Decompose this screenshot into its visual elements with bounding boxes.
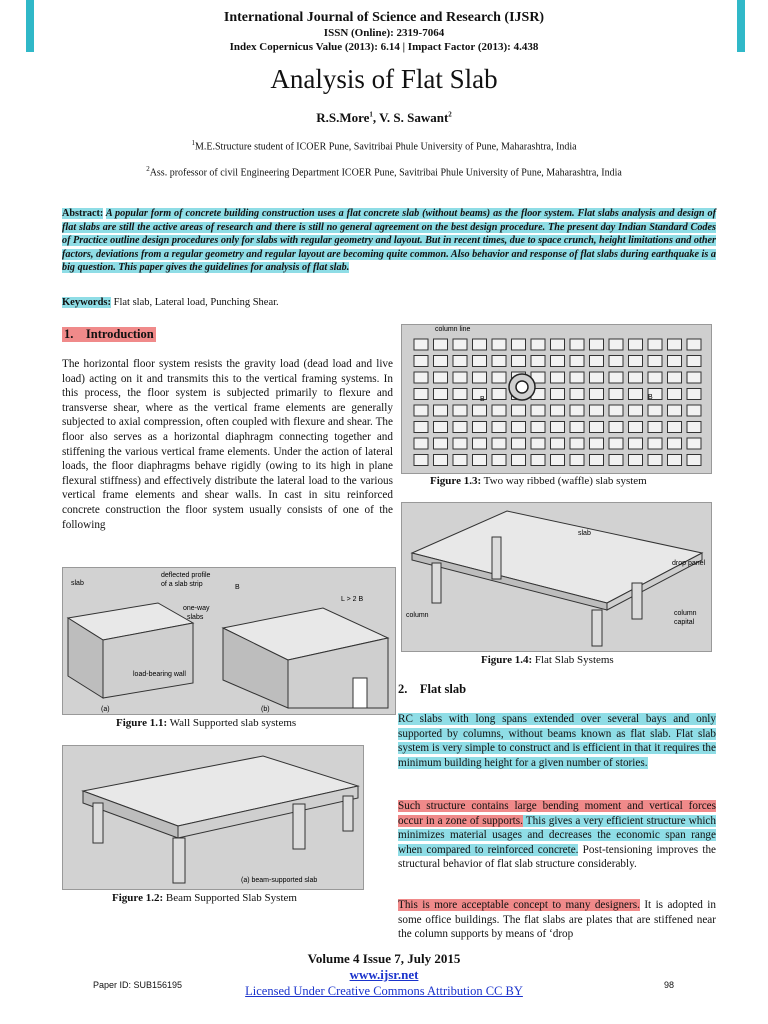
section-1-heading: 1. Introduction xyxy=(64,327,154,341)
fig13-column-line-label: column line xyxy=(435,326,471,333)
waffle-cell xyxy=(629,405,643,416)
fig11-L-label: L > 2 B xyxy=(341,596,364,603)
waffle-cell xyxy=(492,405,506,416)
waffle-cell xyxy=(473,455,487,466)
waffle-cell xyxy=(590,372,604,383)
waffle-cell xyxy=(687,405,701,416)
waffle-cell xyxy=(512,356,526,367)
waffle-cell xyxy=(648,339,662,350)
waffle-cell xyxy=(668,372,682,383)
waffle-cell xyxy=(492,389,506,400)
figure-1-4-caption xyxy=(481,654,614,666)
waffle-cell xyxy=(629,372,643,383)
affiliation-2-text: Ass. professor of civil Engineering Department ICOER Pune, Savitribai Phule University of Pune, Maharashtra, India xyxy=(149,167,622,179)
figure-1-3-text: Two way ribbed (waffle) slab system xyxy=(481,475,647,487)
waffle-cell xyxy=(512,405,526,416)
waffle-cell xyxy=(570,356,584,367)
waffle-cell xyxy=(648,356,662,367)
fig14-capital1-label: column xyxy=(674,610,697,617)
waffle-cell xyxy=(492,356,506,367)
waffle-cell xyxy=(531,422,545,433)
waffle-cell xyxy=(473,356,487,367)
waffle-cell xyxy=(512,455,526,466)
waffle-cell xyxy=(434,339,448,350)
wall-slab-drawing xyxy=(63,568,395,714)
fig11-oneway-label: one-way xyxy=(183,605,210,612)
waffle-cell xyxy=(531,438,545,449)
waffle-cell xyxy=(687,356,701,367)
paper-title: Analysis of Flat Slab xyxy=(270,64,498,94)
beam-column-2 xyxy=(173,838,185,883)
waffle-cell xyxy=(687,438,701,449)
affiliation-2-sup: 2 xyxy=(146,165,150,173)
waffle-cell xyxy=(414,455,428,466)
beam-slab-drawing xyxy=(63,746,363,889)
section-2-p2a-text: Such structure contains large bending moment and vertical forces occur in a zone of supports. xyxy=(398,800,716,827)
figure-1-3-image xyxy=(401,324,712,474)
fig13-b2-label: B xyxy=(648,394,653,401)
beam-column-1 xyxy=(93,803,103,843)
fig11-a-label: (a) xyxy=(101,706,110,713)
waffle-cell xyxy=(668,356,682,367)
waffle-cell xyxy=(609,356,623,367)
waffle-cell xyxy=(473,405,487,416)
waffle-cell xyxy=(609,405,623,416)
fig12-annot: (a) beam-supported slab xyxy=(241,877,318,884)
fig11-B-label: B xyxy=(235,584,240,591)
figure-1-2-text: Beam Supported Slab System xyxy=(163,892,297,904)
waffle-cell xyxy=(434,356,448,367)
affiliation-2 xyxy=(0,165,768,178)
footer-url[interactable]: www.ijsr.net xyxy=(349,967,419,982)
fig14-capital2-label: capital xyxy=(674,619,695,626)
figure-1-4-image xyxy=(401,502,712,652)
author-2-sup: 2 xyxy=(448,110,452,119)
waffle-cell xyxy=(531,356,545,367)
waffle-cell xyxy=(414,372,428,383)
waffle-cell xyxy=(473,438,487,449)
waffle-cell xyxy=(414,422,428,433)
waffle-cell xyxy=(687,422,701,433)
journal-name: International Journal of Science and Research (IJSR) xyxy=(223,10,545,25)
waffle-cell xyxy=(473,372,487,383)
beam-column-4 xyxy=(343,796,353,831)
abstract-label: Abstract: xyxy=(62,208,104,219)
waffle-cell xyxy=(434,455,448,466)
figure-1-1-text: Wall Supported slab systems xyxy=(167,717,297,729)
beam-column-3 xyxy=(293,804,305,849)
waffle-cell xyxy=(609,438,623,449)
waffle-cell xyxy=(414,389,428,400)
waffle-cell xyxy=(434,405,448,416)
index-value: Index Copernicus Value (2013): 6.14 | Impact Factor (2013): 4.438 xyxy=(229,41,539,53)
waffle-cell xyxy=(629,356,643,367)
keywords-text: Flat slab, Lateral load, Punching Shear. xyxy=(111,297,279,308)
waffle-slab-drawing xyxy=(402,325,711,473)
waffle-cell xyxy=(687,455,701,466)
waffle-cell xyxy=(453,339,467,350)
figure-1-4-text: Flat Slab Systems xyxy=(532,654,614,666)
waffle-cell xyxy=(531,339,545,350)
figure-1-2-image xyxy=(62,745,364,890)
waffle-cell xyxy=(551,438,565,449)
section-1-paragraph: The horizontal floor system resists the gravity load (dead load and live load) acting on it and transmits this to the vertical framing systems. In this process, the floor system is subjected primarily to flexure and transverse shear, where as the vertical frame elements are generally subjected to axial compression, often coupled with flexure and shear. The floor also serves as a horizontal diaphragm connecting together and stiffening the various vertical frame elements. Under the action of lateral loads, the floor diaphragms behave rigidly (owing to its high in plane flexural stiffness) and effectively distribute the lateral load to the various vertical frame elements and shear walls. In cast in situ reinforced concrete construction the floor system usually consists of one of the following xyxy=(62,358,393,531)
waffle-cell xyxy=(687,372,701,383)
section-2-paragraph-3 xyxy=(398,898,716,942)
waffle-cell xyxy=(453,405,467,416)
fig11-strip-label: of a slab strip xyxy=(161,581,203,588)
waffle-cell xyxy=(668,422,682,433)
figure-1-1-label: Figure 1.1: xyxy=(116,717,168,729)
waffle-cell xyxy=(551,405,565,416)
flat-column-2 xyxy=(492,537,501,579)
waffle-cell xyxy=(648,372,662,383)
waffle-cell xyxy=(434,438,448,449)
waffle-cell xyxy=(609,422,623,433)
waffle-cell xyxy=(531,455,545,466)
affiliation-1-text: M.E.Structure student of ICOER Pune, Savitribai Phule University of Pune, Maharashtra, India xyxy=(194,141,577,153)
waffle-cell xyxy=(414,356,428,367)
waffle-cell xyxy=(551,356,565,367)
waffle-cell xyxy=(570,339,584,350)
waffle-cell xyxy=(570,422,584,433)
waffle-cell xyxy=(629,339,643,350)
fig14-slab-label: slab xyxy=(578,530,591,537)
waffle-cell xyxy=(453,389,467,400)
fig11-deflected-label: deflected profile xyxy=(161,572,211,579)
waffle-cell xyxy=(551,372,565,383)
waffle-cell xyxy=(590,422,604,433)
waffle-cell xyxy=(590,356,604,367)
keywords-label: Keywords: xyxy=(62,297,111,308)
keywords xyxy=(62,297,279,308)
authors xyxy=(0,110,768,126)
waffle-cell xyxy=(434,372,448,383)
author-sep: , xyxy=(372,110,380,125)
figure-1-2-label: Figure 1.2: xyxy=(112,892,164,904)
author-2: V. S. Sawant xyxy=(379,110,449,125)
waffle-cell xyxy=(590,389,604,400)
waffle-cell xyxy=(609,372,623,383)
issn: ISSN (Online): 2319-7064 xyxy=(323,27,445,39)
waffle-cell xyxy=(629,438,643,449)
waffle-cell xyxy=(570,389,584,400)
figure-1-1-caption xyxy=(116,717,296,729)
waffle-cell xyxy=(668,389,682,400)
waffle-cell xyxy=(648,405,662,416)
waffle-cell xyxy=(590,438,604,449)
waffle-column-inner xyxy=(516,381,528,393)
section-2-p3a-text: This is more acceptable concept to many designers. xyxy=(398,899,640,911)
waffle-cell xyxy=(414,339,428,350)
section-2-p3b-text: It is adopted in some office buildings. The flat slabs are plates that are stiffened near the column supports by means of ‘drop xyxy=(398,899,716,941)
waffle-cell xyxy=(570,438,584,449)
waffle-cell xyxy=(453,422,467,433)
fig14-column-label: column xyxy=(406,612,429,619)
waffle-cell xyxy=(453,372,467,383)
fig11-slab-label: slab xyxy=(71,580,84,587)
waffle-cell xyxy=(492,339,506,350)
waffle-cell xyxy=(609,339,623,350)
waffle-cell xyxy=(473,339,487,350)
flat-column-1 xyxy=(432,563,441,603)
waffle-cell xyxy=(668,438,682,449)
flat-slab-top xyxy=(412,511,702,603)
waffle-cell xyxy=(551,339,565,350)
waffle-cell xyxy=(414,438,428,449)
abstract-text: A popular form of concrete building construction uses a flat concrete slab (without beams) as the floor system. Flat slabs analysis and design of flat slabs are still the active areas of research and there is still no general agreement on the best design procedure. The present day Indian Standard Codes of Practice outline design procedures only for slabs with regular geometry and layout. But in recent times, due to space crunch, height limitations and other factors, deviations from a regular geometry and regular layout are becoming quite common. Also behavior and response of flat slabs during earthquake is a big question. This paper gives the guidelines for analysis of flat slab. xyxy=(62,208,716,274)
waffle-cell xyxy=(434,389,448,400)
waffle-cell xyxy=(512,422,526,433)
section-2-paragraph-1 xyxy=(398,712,716,770)
waffle-cell xyxy=(453,455,467,466)
waffle-cell xyxy=(648,438,662,449)
flat-column-3 xyxy=(592,610,602,646)
affiliation-1-sup: 1 xyxy=(191,139,195,147)
waffle-cell xyxy=(590,455,604,466)
door-opening xyxy=(353,678,367,708)
waffle-cell xyxy=(453,438,467,449)
waffle-cell xyxy=(531,405,545,416)
waffle-cell xyxy=(629,422,643,433)
waffle-cell xyxy=(551,389,565,400)
waffle-cell xyxy=(570,405,584,416)
waffle-cell xyxy=(609,455,623,466)
waffle-cell xyxy=(648,422,662,433)
figure-1-3-label: Figure 1.3: xyxy=(430,475,482,487)
fig11-wall-label: load-bearing wall xyxy=(133,671,186,678)
section-2-p2b-text: This gives a very efficient structure which minimizes material usages and decreases the economic span range when compared to reinforced concrete. xyxy=(398,814,716,856)
waffle-cell xyxy=(492,438,506,449)
waffle-cell xyxy=(492,422,506,433)
author-1: R.S.More xyxy=(316,110,370,125)
section-2-heading: 2. Flat slab xyxy=(398,682,467,696)
flat-column-4 xyxy=(632,583,642,619)
waffle-cell xyxy=(609,389,623,400)
waffle-cell xyxy=(473,422,487,433)
waffle-cell xyxy=(629,389,643,400)
fig14-drop-label: drop panel xyxy=(672,560,706,567)
section-2-p2c-text: Post-tensioning improves the structural behavior of flat slab structure considerably. xyxy=(398,843,717,871)
waffle-cell xyxy=(687,339,701,350)
waffle-cell xyxy=(629,455,643,466)
waffle-cell xyxy=(492,455,506,466)
fig11-b-label: (b) xyxy=(261,706,270,713)
footer-volume: Volume 4 Issue 7, July 2015 xyxy=(307,951,461,966)
waffle-cell xyxy=(590,339,604,350)
waffle-cell xyxy=(570,455,584,466)
affiliation-1 xyxy=(0,139,768,152)
waffle-cell xyxy=(590,405,604,416)
paper-id: Paper ID: SUB156195 xyxy=(93,980,183,990)
fig11-slabs-label: slabs xyxy=(187,614,204,621)
waffle-cell xyxy=(551,455,565,466)
footer-license[interactable]: Licensed Under Creative Commons Attribution CC BY xyxy=(245,984,523,998)
abstract xyxy=(62,207,716,275)
waffle-cell xyxy=(434,422,448,433)
flat-slab-drawing xyxy=(402,503,711,651)
figure-1-2-caption xyxy=(112,892,297,904)
waffle-cell xyxy=(668,455,682,466)
fig13-b1-label: B xyxy=(480,396,485,403)
waffle-cell xyxy=(570,372,584,383)
page-number: 98 xyxy=(664,980,675,990)
waffle-cell xyxy=(687,389,701,400)
waffle-cell xyxy=(668,405,682,416)
waffle-cell xyxy=(668,339,682,350)
section-2-paragraph-2 xyxy=(398,799,716,872)
section-2-p1-text: RC slabs with long spans extended over several bays and only supported by columns, without beams known as flat slab. Flat slab system is very simple to construct and is efficient in that it requires the minimum building height for a given number of stories. xyxy=(398,713,716,769)
figure-1-3-caption xyxy=(430,475,647,487)
waffle-cell xyxy=(414,405,428,416)
waffle-cell xyxy=(648,455,662,466)
waffle-cell xyxy=(512,438,526,449)
author-1-sup: 1 xyxy=(369,110,373,119)
figure-1-1-image xyxy=(62,567,396,715)
waffle-cell xyxy=(512,339,526,350)
waffle-cell xyxy=(551,422,565,433)
figure-1-4-label: Figure 1.4: xyxy=(481,654,533,666)
waffle-cell xyxy=(492,372,506,383)
waffle-cell xyxy=(453,356,467,367)
